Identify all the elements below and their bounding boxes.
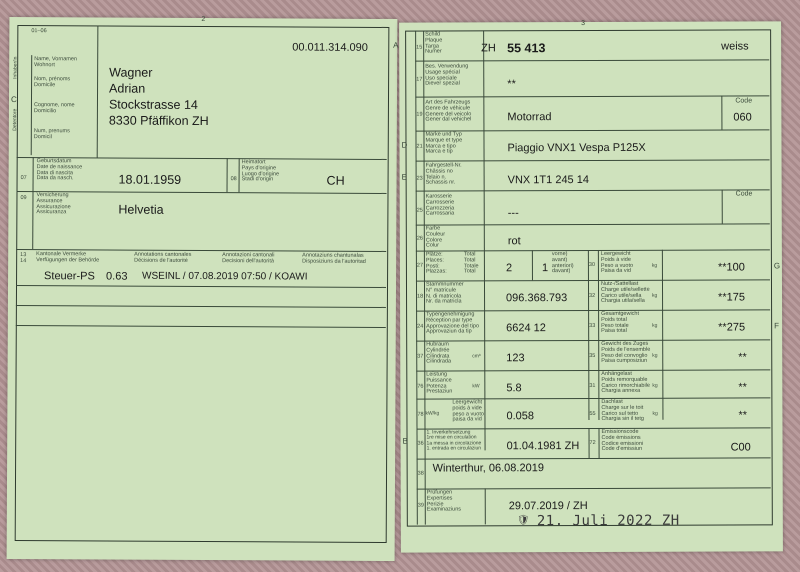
type-code: 19 — [416, 111, 423, 118]
body-code: 25 — [416, 207, 423, 214]
steuer-label: Steuer-PS — [44, 270, 95, 283]
plate-label: Schild Plaque Targa Numer — [425, 31, 443, 55]
power-unit: kW — [472, 383, 480, 390]
place-code: 38 — [417, 470, 424, 477]
kg-unit: kg — [652, 292, 658, 299]
ratio-code: 78 — [417, 411, 424, 418]
emission-code: 72 — [589, 439, 596, 447]
letter-a: A — [393, 40, 399, 50]
train-weight-value: ** — [738, 351, 747, 364]
emission-label: Emissionscode Code émissions Codice emissioni Code d'emissiun — [601, 428, 644, 453]
empty-weight-value: **100 — [717, 261, 745, 274]
make-label: Marke und Typ Marque et type Marca e tipo Marca e tip — [425, 131, 463, 155]
train-weight-label: Gewicht des Zuges Poids de l'ensemble Peso del convoglio Paisa cumposiziun — [601, 340, 651, 365]
holder-side-it: Detentore — [12, 108, 19, 131]
ratio-unit: kW/kg — [425, 410, 440, 417]
seats-total: 2 — [505, 262, 513, 275]
power-label: Leistung Puissance Potenza Prestaziun — [426, 371, 453, 395]
plate-number: 55 413 — [507, 41, 546, 56]
inspection-stamp: 21. Juli 2022 ZH — [536, 512, 680, 530]
cantonal-label-fr: Annotations cantonales Décisions de l'autorité — [134, 251, 192, 264]
inspection-value: 29.07.2019 / ZH — [508, 500, 588, 513]
divider — [598, 428, 599, 458]
cantonal-label-de: Kantonale Vermerke Verfügungen der Behörde — [36, 251, 100, 264]
make-code: 21 — [416, 143, 423, 150]
left-page — [7, 17, 398, 561]
tow-value: ** — [738, 381, 747, 394]
holder-city: 8330 Pfäffikon ZH — [108, 113, 209, 129]
letter-f: F — [774, 321, 780, 331]
payload-code: 32 — [589, 292, 596, 300]
tow-label: Anhängelast Poids remorquable Carico rimorchiabile Chargia annexa — [601, 370, 650, 395]
approval-value: 6624 12 — [506, 322, 546, 335]
steuer-value: 0.63 — [106, 270, 128, 283]
cantonal-label-it: Annotazioni cantonali Decisioni dell'autorità — [222, 252, 275, 265]
holder-firstname: Adrian — [109, 81, 146, 96]
place-value: Winterthur, 06.08.2019 — [432, 462, 544, 475]
origin-code: 08 — [230, 176, 237, 183]
divider — [721, 96, 722, 130]
kg-unit: kg — [652, 382, 658, 389]
divider — [227, 158, 228, 192]
right-page — [393, 20, 783, 552]
divider — [33, 157, 34, 191]
roof-label: Dachlast Charge sur le toit Carico sul tetto Chargia sin il tetg — [601, 398, 644, 423]
use-code: 17 — [416, 76, 423, 83]
body-code-header: Code — [735, 190, 753, 198]
holder-side-de: Inhaber/in — [12, 56, 19, 79]
make-value: Piaggio VNX1 Vespa P125X — [507, 141, 646, 155]
use-value: ** — [507, 78, 516, 91]
displacement-unit: cm³ — [472, 353, 481, 360]
name-label-de: Name, Vornamen Wohnort — [34, 56, 78, 69]
train-weight-code: 35 — [589, 352, 596, 360]
plate-color: weiss — [721, 40, 749, 53]
displacement-code: 37 — [417, 353, 424, 360]
divider — [239, 158, 240, 192]
kg-unit: kg — [652, 410, 658, 417]
name-label-rm: Num, prenums Domicil — [33, 128, 70, 141]
divider — [532, 250, 533, 280]
inspection-label: Prüfungen Expertises Perizie Examinaziuns — [426, 489, 462, 513]
payload-label: Nutz-/Sattellast Charge utile/sellette Carico utile/sella Chargia utila/sella — [600, 280, 650, 305]
tow-code: 31 — [589, 382, 596, 390]
divider — [485, 488, 486, 524]
color-value: rot — [507, 235, 521, 248]
matricule-value: 096.368.793 — [506, 292, 568, 305]
letter-b: B — [402, 436, 408, 446]
kg-unit: kg — [651, 262, 658, 269]
holder-street: Stockstrasse 14 — [108, 97, 198, 112]
letter-c: C — [10, 94, 17, 105]
seats-total-label: Total Total Totale Total — [463, 251, 479, 275]
field-01-label: 01–06 — [31, 28, 47, 35]
kg-unit: kg — [652, 352, 658, 359]
color-label: Farbe Couleur Colore Colur — [425, 225, 446, 249]
birthdate-label: Geburtsdatum Date de naissance Data di nascita Data da nasch. — [36, 158, 83, 182]
name-label-fr: Nom, prénoms Domicile — [34, 76, 71, 89]
first-reg-label: 1. Inverkehrsetzung 1re mise en circulation 1a messa in circolazione 1. entrada en circulaziun — [426, 429, 482, 452]
chassis-label: Fahrgestell-Nr. Châssis no Telaio n. Schassis nr. — [425, 162, 462, 186]
chassis-value: VNX 1T1 245 14 — [507, 174, 589, 187]
ratio-label: Leergewicht poids à vide peso a vuoto paisa da vid — [452, 399, 484, 423]
empty-weight-code: 30 — [588, 261, 596, 269]
name-label-it: Cognome, nome Domicilio — [33, 102, 75, 115]
type-code-value: 060 — [733, 111, 752, 124]
displacement-value: 123 — [506, 352, 525, 365]
shield-icon: 🛡 — [516, 515, 530, 527]
seats-front: 1 — [541, 262, 549, 275]
displacement-label: Hubraum Cylindrée Cilindrata Cilindrada — [426, 341, 452, 365]
page-number: 3 — [581, 20, 585, 28]
total-weight-code: 33 — [589, 322, 596, 330]
first-reg-code: 36 — [417, 440, 424, 447]
power-value: 5.8 — [506, 382, 522, 395]
plate-code: 15 — [416, 44, 423, 51]
birthdate-value: 18.01.1959 — [118, 172, 182, 187]
cantonal-code: 13 14 — [20, 252, 27, 265]
holder-surname: Wagner — [109, 65, 153, 80]
plate-canton: ZH — [481, 42, 496, 55]
roof-code: 55 — [589, 410, 596, 418]
origin-label: Heimatort Pays d'origine Luogo d'origine Stadi d'origin — [241, 159, 280, 183]
first-reg-value: 01.04.1981 ZH — [506, 440, 580, 453]
emission-value: C00 — [730, 441, 751, 454]
total-weight-value: **275 — [718, 321, 746, 334]
total-weight-label: Gesamtgewicht Poids total Peso totale Paisa total — [601, 310, 640, 335]
insurance-value: Helvetia — [118, 202, 164, 217]
matricule-label: Stammnummer N° matricule N. di matricola Nr. da matricla — [425, 281, 464, 305]
chassis-code: 23 — [416, 175, 423, 182]
power-code: 76 — [417, 383, 424, 390]
ratio-value: 0.058 — [506, 410, 535, 423]
type-value: Motorrad — [507, 111, 552, 124]
body-label: Karosserie Carrosserie Carrozzeria Carrossaria — [425, 193, 455, 217]
kg-unit: kg — [652, 322, 658, 329]
cantonal-label-rm: Annotaziuns chantunalas Disposiziuns da l'autoritad — [302, 252, 366, 265]
letter-g: G — [773, 261, 781, 271]
divider — [722, 190, 723, 224]
use-label: Bes. Verwendung Usage spécial Uso speciale Diever spezial — [425, 63, 469, 87]
origin-value: CH — [326, 173, 345, 188]
body-value: --- — [507, 207, 519, 220]
empty-weight-label: Leergewicht Poids à vide Peso a vuoto Paisa da vid — [600, 250, 634, 275]
inspection-code: 39 — [417, 502, 424, 509]
payload-value: **175 — [718, 291, 745, 304]
color-code: 26 — [416, 235, 423, 242]
seats-code: 27 — [416, 262, 424, 269]
type-label: Art des Fahrzeugs Genre de véhicule Genere del veicolo Gener dal vehichel — [425, 99, 472, 123]
insurance-code: 09 — [20, 195, 27, 202]
page-number: 2 — [201, 15, 206, 24]
matricule-code: 18 — [417, 293, 424, 300]
letter-d: D — [401, 140, 408, 150]
letter-e: E — [401, 172, 407, 182]
approval-label: Typengenehmigung Réception par type Approvazione del tipo Approvaziun da tip — [426, 311, 480, 335]
registry-number: 00.011.314.090 — [292, 41, 368, 54]
seats-front-label: vorne) avant) anteriori) davant) — [551, 251, 574, 275]
type-code-header: Code — [735, 97, 753, 105]
approval-code: 24 — [417, 323, 424, 330]
insurance-label: Versicherung Assurance Assicurazione Assicuranza — [36, 192, 71, 216]
birthdate-code: 07 — [20, 175, 27, 182]
steuer-note: WSEINL / 07.08.2019 07:50 / KOAWI — [142, 270, 308, 283]
roof-value: ** — [738, 409, 748, 422]
seats-label: Plätze: Places: Posti: Plazzas: — [425, 251, 447, 275]
